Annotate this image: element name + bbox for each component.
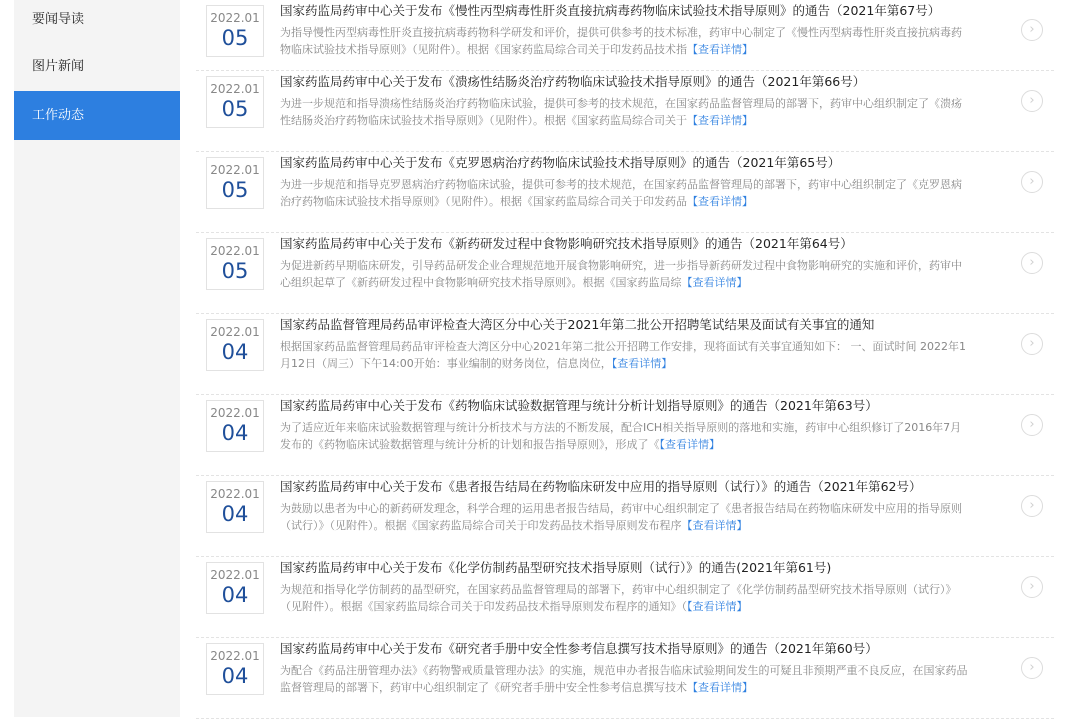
list-item[interactable] (196, 476, 1054, 557)
chevron-right-circle-icon[interactable]: › (1021, 90, 1043, 112)
news-summary (280, 24, 970, 58)
view-details-link[interactable]: 【查看详情】 (687, 114, 753, 127)
chevron-right-circle-icon[interactable]: › (1021, 495, 1043, 517)
news-summary (280, 419, 970, 453)
news-summary (280, 257, 970, 291)
view-details-link[interactable]: 【查看详情】 (687, 600, 748, 613)
date-day: 04 (221, 502, 249, 526)
list-item[interactable] (196, 314, 1054, 395)
news-summary-text: 为指导慢性丙型病毒性肝炎直接抗病毒药物科学研发和评价，提供可供参考的技术标准，药审中心制定了《慢性丙型病毒性肝炎直接抗病毒药物临床试验技术指导原则》（见附件）。根据《国家药监局综合司关于印发药品技术指 (280, 26, 962, 56)
date-badge (206, 5, 264, 57)
date-day: 05 (221, 178, 249, 202)
news-summary-text: 为促进新药早期临床研发，引导药品研发企业合理规范地开展食物影响研究，进一步指导新药研发过程中食物影响研究的实施和评价，药审中心组织起草了《新药研发过程中食物影响研究技术指导原则》。根据《国家药监局综 (280, 259, 962, 289)
view-details-link[interactable]: 【查看详情】 (687, 43, 753, 56)
list-item[interactable] (196, 0, 1054, 71)
news-summary-text: 为配合《药品注册管理办法》《药物警戒质量管理办法》的实施，规范申办者报告临床试验期间发生的可疑且非预期严重不良反应，在国家药品监督管理局的部署下，药审中心组织制定了《研究者手册中安全性参考信息撰写技术 (280, 664, 968, 694)
news-summary (280, 176, 970, 210)
list-item[interactable] (196, 71, 1054, 152)
news-summary-text: 根据国家药品监督管理局药品审评检查大湾区分中心2021年第二批公开招聘工作安排，现将面试有关事宜通知如下： 一、面试时间 2022年1月12日（周三）下午14:00开始：事业编制的财务岗位，信息岗位， (280, 340, 966, 370)
sidebar-item-news-guide[interactable]: 要闻导读 (32, 12, 85, 27)
news-title-link[interactable]: 国家药监局药审中心关于发布《患者报告结局在药物临床研发中应用的指导原则（试行）》的通告（2021年第62号） (280, 479, 922, 494)
news-summary (280, 95, 970, 129)
news-title-link[interactable]: 国家药监局药审中心关于发布《慢性丙型病毒性肝炎直接抗病毒药物临床试验技术指导原则》的通告（2021年第67号） (280, 3, 941, 18)
news-summary-text: 为进一步规范和指导克罗恩病治疗药物临床试验，提供可参考的技术规范，在国家药品监督管理局的部署下，药审中心组织制定了《克罗恩病治疗药物临床试验技术指导原则》（见附件）。根据《国家药监局综合司关于印发药品 (280, 178, 962, 208)
date-day: 04 (221, 340, 249, 364)
chevron-right-circle-icon[interactable]: › (1021, 19, 1043, 41)
list-item[interactable] (196, 395, 1054, 476)
date-year-month: 2022.01 (210, 244, 260, 258)
date-badge (206, 562, 264, 614)
date-badge (206, 238, 264, 290)
date-day: 04 (221, 664, 249, 688)
list-item[interactable] (196, 638, 1054, 719)
news-summary (280, 662, 970, 696)
view-details-link[interactable]: 【查看详情】 (687, 195, 753, 208)
date-badge (206, 400, 264, 452)
date-year-month: 2022.01 (210, 406, 260, 420)
date-day: 05 (221, 26, 249, 50)
date-year-month: 2022.01 (210, 325, 260, 339)
news-title-link[interactable]: 国家药监局药审中心关于发布《溃疡性结肠炎治疗药物临床试验技术指导原则》的通告（2021年第66号） (280, 74, 866, 89)
date-day: 04 (221, 583, 249, 607)
news-title-link[interactable]: 国家药监局药审中心关于发布《化学仿制药晶型研究技术指导原则（试行）》的通告(2021年第61号) (280, 560, 832, 575)
chevron-right-circle-icon[interactable]: › (1021, 252, 1043, 274)
date-year-month: 2022.01 (210, 487, 260, 501)
date-year-month: 2022.01 (210, 568, 260, 582)
date-badge (206, 643, 264, 695)
sidebar-item-photo-news[interactable]: 图片新闻 (32, 59, 85, 74)
sidebar (14, 0, 180, 717)
date-badge (206, 319, 264, 371)
chevron-right-circle-icon[interactable]: › (1021, 414, 1043, 436)
news-summary-text: 为规范和指导化学仿制药的晶型研究，在国家药品监督管理局的部署下，药审中心组织制定了《化学仿制药晶型研究技术指导原则（试行）》（见附件）。根据《国家药监局综合司关于印发药品技术指导原则发布程序的通知》（ (280, 583, 957, 613)
date-year-month: 2022.01 (210, 11, 260, 25)
news-title-link[interactable]: 国家药监局药审中心关于发布《研究者手册中安全性参考信息撰写技术指导原则》的通告（2021年第60号） (280, 641, 878, 656)
chevron-right-circle-icon[interactable]: › (1021, 657, 1043, 679)
date-year-month: 2022.01 (210, 163, 260, 177)
news-summary-text: 为进一步规范和指导溃疡性结肠炎治疗药物临床试验，提供可参考的技术规范，在国家药品监督管理局的部署下，药审中心组织制定了《溃疡性结肠炎治疗药物临床试验技术指导原则》（见附件）。根据《国家药监局综合司关于 (280, 97, 962, 127)
view-details-link[interactable]: 【查看详情】 (611, 357, 673, 370)
view-details-link[interactable]: 【查看详情】 (659, 438, 720, 451)
chevron-right-circle-icon[interactable]: › (1021, 171, 1043, 193)
news-title-link[interactable]: 国家药品监督管理局药品审评检查大湾区分中心关于2021年第二批公开招聘笔试结果及面试有关事宜的通知 (280, 317, 875, 332)
list-item[interactable] (196, 557, 1054, 638)
news-summary (280, 500, 970, 534)
list-item[interactable] (196, 233, 1054, 314)
date-year-month: 2022.01 (210, 82, 260, 96)
news-list (196, 0, 1054, 719)
news-summary (280, 338, 970, 372)
news-summary-text: 为了适应近年来临床试验数据管理与统计分析技术与方法的不断发展，配合ICH相关指导原则的落地和实施，药审中心组织修订了2016年7月发布的《药物临床试验数据管理与统计分析的计划和报告指导原则》，形成了《 (280, 421, 962, 451)
view-details-link[interactable]: 【查看详情】 (681, 276, 748, 289)
chevron-right-circle-icon[interactable]: › (1021, 576, 1043, 598)
date-day: 05 (221, 97, 249, 121)
date-year-month: 2022.01 (210, 649, 260, 663)
news-summary (280, 581, 970, 615)
list-item[interactable] (196, 152, 1054, 233)
sidebar-item-work-updates[interactable]: 工作动态 (14, 91, 180, 140)
view-details-link[interactable]: 【查看详情】 (687, 681, 753, 694)
chevron-right-circle-icon[interactable]: › (1021, 333, 1043, 355)
news-summary-text: 为鼓励以患者为中心的新药研发理念，科学合理的运用患者报告结局，药审中心组织制定了《患者报告结局在药物临床研发中应用的指导原则（试行）》（见附件）。根据《国家药监局综合司关于印发药品技术指导原则发布程序 (280, 502, 962, 532)
news-title-link[interactable]: 国家药监局药审中心关于发布《药物临床试验数据管理与统计分析计划指导原则》的通告（2021年第63号） (280, 398, 878, 413)
date-badge (206, 481, 264, 533)
date-badge (206, 76, 264, 128)
news-title-link[interactable]: 国家药监局药审中心关于发布《克罗恩病治疗药物临床试验技术指导原则》的通告（2021年第65号） (280, 155, 841, 170)
news-title-link[interactable]: 国家药监局药审中心关于发布《新药研发过程中食物影响研究技术指导原则》的通告（2021年第64号） (280, 236, 853, 251)
view-details-link[interactable]: 【查看详情】 (681, 519, 748, 532)
date-day: 05 (221, 259, 249, 283)
date-badge (206, 157, 264, 209)
date-day: 04 (221, 421, 249, 445)
